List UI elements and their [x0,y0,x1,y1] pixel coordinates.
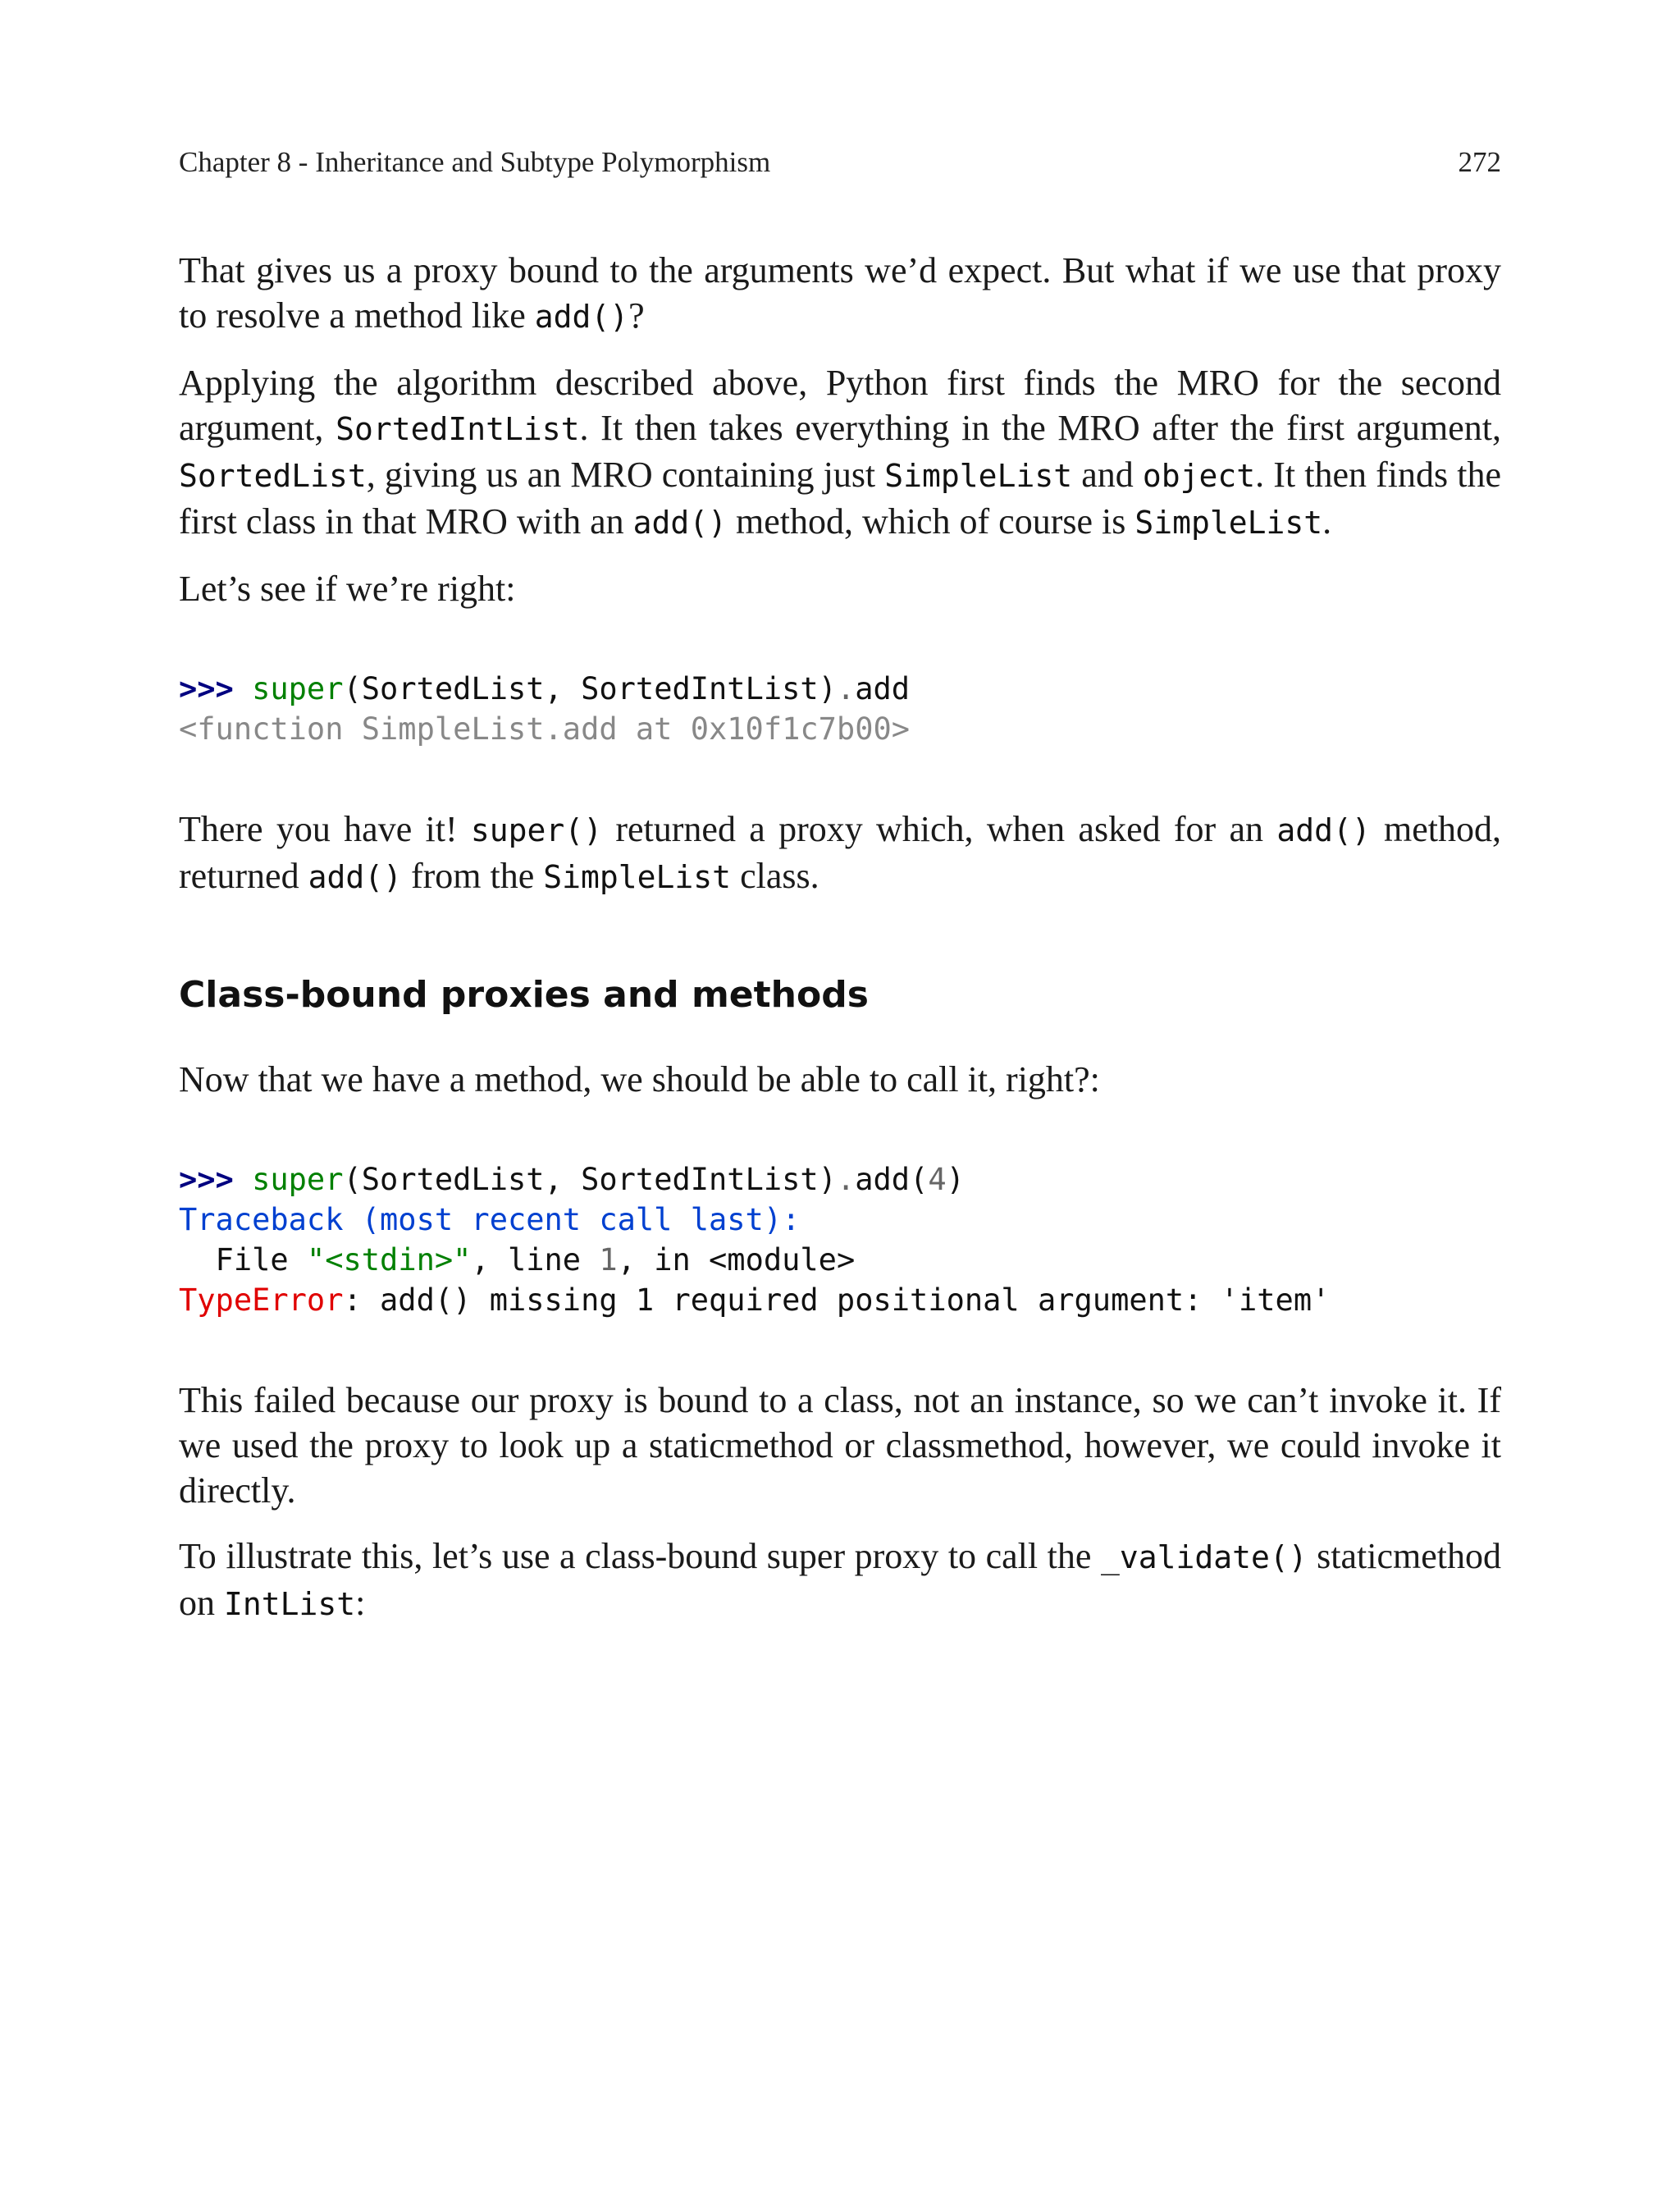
paragraph-1: That gives us a proxy bound to the arguments we’d expect. But what if we use that proxy to resolve a method like add()? [179,250,1501,336]
paragraph-5: Now that we have a method, we should be able to call it, right?: [179,1059,1100,1099]
code-block-2: >>> super(SortedList, SortedIntList).add(4) Traceback (most recent call last): File "<stdin>", line 1, in <module> TypeError: add() missing 1 required positional argument: 'item' [179,1162,1331,1318]
code-block-1: >>> super(SortedList, SortedIntList).add <function SimpleList.add at 0x10f1c7b00> [179,671,911,747]
section-heading: Class-bound proxies and methods [179,974,869,1016]
paragraph-7: To illustrate this, let’s use a class-bound super proxy to call the _validate() staticmethod on IntList: [179,1536,1501,1623]
chapter-title: Chapter 8 - Inheritance and Subtype Polymorphism [179,146,771,178]
paragraph-4: There you have it! super() returned a proxy which, when asked for an add() method, returned add() from the SimpleList class. [179,809,1502,896]
paragraph-6: This failed because our proxy is bound to a class, not an instance, so we can’t invoke it. If we used the proxy to look up a staticmethod or classmethod, however, we could invoke it directly. [179,1380,1501,1511]
paragraph-2: Applying the algorithm described above, Python first finds the MRO for the second argument, SortedIntList. It then takes everything in the MRO after the first argument, SortedList, giving us an MRO containing just SimpleList and object. It then finds the first class in that MRO with an add() method, which of course is SimpleList. [179,363,1502,542]
page-number: 272 [1458,146,1501,178]
code-output: <function SimpleList.add at 0x10f1c7b00> [179,711,911,747]
page-header [179,146,1501,187]
error-type: TypeError [179,1282,344,1318]
page-content [179,248,1501,1648]
traceback-line: Traceback (most recent call last): [179,1202,801,1237]
paragraph-3: Let’s see if we’re right: [179,569,516,609]
